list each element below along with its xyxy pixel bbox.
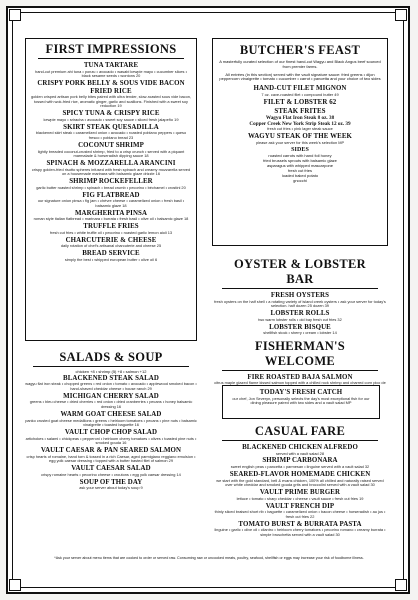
menu-item	[30, 250, 192, 262]
item-desc: blackened skirt steak • caramelized onion • avocado • roasted poblano peppers • queso fresco • poblano bread 23	[35, 130, 187, 141]
menu-item	[30, 223, 192, 235]
item-name: VAULT CHOP CHOP SALAD	[64, 429, 158, 437]
item-desc: daily rotation of chef's artisanal charcuterie and cheese 25	[60, 243, 162, 249]
menu-item	[30, 210, 192, 222]
menu-item	[214, 292, 386, 309]
first-impressions-list	[30, 62, 192, 262]
menu-item	[214, 503, 386, 520]
item-name: SEARED-FLAVOR HOMEMADE CHICKEN	[229, 470, 371, 478]
oyster-bar-section	[214, 257, 386, 392]
item-desc: garlic butter roasted shrimp • spinach • bread crumb • pecorino • béchamel • crostini 20	[36, 184, 186, 190]
menu-item	[217, 85, 383, 97]
menu-item	[214, 471, 386, 488]
item-desc: panko crusted goat cheese medallions • greens • heirloom tomatoes • pecans • pine nuts • balsamic vinaigrette • toasted baguette 16	[25, 417, 197, 428]
item-name: HAND-CUT FILET MIGNON	[253, 85, 347, 93]
item-name: BLACKENED CHICKEN ALFREDO	[242, 444, 358, 451]
fishermans-title: FISHERMAN'S WELCOME	[222, 339, 378, 371]
item-name: FIRE ROASTED BAJA SALMON	[247, 373, 353, 381]
item-name: CRISPY PORK BELLY & SOUS VIDE BACON FRIED RICE	[37, 80, 185, 95]
sides-title: SIDES	[291, 146, 309, 153]
item-desc: served with a vault salad 28	[275, 450, 324, 456]
border-corner	[395, 579, 407, 591]
menu-item	[217, 99, 383, 107]
menu-item	[30, 124, 192, 141]
menu-item	[25, 465, 197, 477]
side-item: fresh cut fries	[287, 167, 312, 173]
salads-title: SALADS & SOUP	[33, 350, 189, 367]
item-desc: simply the best • whipped european butter • olive oil 6	[64, 256, 158, 262]
item-desc: crispy romaine hearts • pecorino cheese • croutons • egg yolk caesar dressing 14	[41, 471, 181, 477]
item-name: VAULT CAESAR & PAN SEARED SALMON	[40, 447, 182, 455]
menu-item	[214, 444, 386, 456]
menu-item	[30, 80, 192, 109]
item-name: VAULT CAESAR SALAD	[71, 465, 151, 473]
item-name: LOBSTER ROLLS	[270, 310, 330, 318]
item-name: TOMATO BURST & BURRATA PASTA	[238, 520, 362, 528]
menu-item	[217, 108, 383, 132]
menu-item	[25, 411, 197, 428]
menu-item	[30, 178, 192, 190]
side-item: asparagus with whipped mascarpone	[266, 162, 334, 168]
item-name: TRUFFLE FRIES	[83, 223, 139, 231]
menu-item	[25, 375, 197, 392]
menu-item	[30, 62, 192, 79]
item-desc: artichokes • salami • chickpeas • pepperoni • heirloom cherry tomatoes • olives • toasted pine nuts • smoked gouda 16	[25, 435, 197, 446]
item-name: SPINACH & MOZZARELLA ARANCINI	[46, 159, 176, 167]
menu-item	[25, 479, 197, 491]
menu-item	[30, 160, 192, 177]
item-name: WAGYU STEAK OF THE WEEK	[247, 133, 353, 141]
item-desc: our signature onion pinsa • fig jam • chèvre cheese • caramelized onion • fresh basil • balsamic glaze 18	[37, 198, 185, 208]
casual-fare-title: CASUAL FARE	[222, 424, 378, 441]
salads-section	[25, 350, 197, 492]
oyster-bar-title: OYSTER & LOBSTER BAR	[222, 257, 378, 289]
item-name: MARGHERITA PINSA	[74, 209, 148, 217]
item-name: BREAD SERVICE	[82, 250, 140, 258]
item-desc: roman style italian flatbread • marinara • burrata • fresh basil • olive oil • balsamic glaze 18	[33, 216, 189, 222]
item-name: WARM GOAT CHEESE SALAD	[60, 410, 162, 418]
steak-option: Copper Creek New York Strip Steak 12 oz. 39	[249, 121, 351, 128]
item-desc: please ask your server for this week's selection MP	[255, 139, 345, 145]
side-item: loaded baked potato	[281, 172, 319, 178]
item-name: SPICY TUNA & CRISPY RICE	[62, 110, 160, 118]
side-item: fried brussels sprouts with balsamic glaze	[263, 158, 337, 164]
menu-item	[30, 110, 192, 122]
item-name: SKIRT STEAK QUESADILLA	[63, 123, 159, 131]
casual-fare-list	[214, 444, 386, 537]
item-desc: fresh cut fries • white truffle oil • pecorino • roasted garlic lemon aioli 13	[49, 229, 173, 235]
menu-item	[214, 521, 386, 538]
item-desc: crispy golden-fried risotto spheres infused with fresh spinach and creamy mozzarella served on a housemade marinara with balsamic glaze drizzle 16	[31, 166, 191, 177]
side-item: roasted carrots with hand foil honey	[268, 153, 332, 159]
item-name: SHRIMP ROCKEFELLER	[69, 178, 153, 186]
item-desc: fresh cut fries • pink lager steak sauce	[267, 126, 333, 132]
salads-addons: chicken +8 • shrimp (5) +8 • salmon +12	[75, 369, 147, 374]
item-name: VAULT FRENCH DIP	[265, 502, 335, 510]
item-desc: crisp hearts of romaine, hand torn & tossed in a rich Caesar, aged parmigiano reggiano emulsion • egg yolk caesar dressing • topped with a butter basted filet of salmon 29	[26, 453, 196, 464]
menu-item	[30, 192, 192, 209]
fresh-catch-box	[222, 385, 380, 419]
menu-item	[217, 133, 383, 145]
border-corner	[395, 9, 407, 21]
menu-item	[214, 457, 386, 469]
steak-option: Wagyu Flat Iron Steak 8 oz. 38	[265, 115, 335, 122]
item-desc: golden crisped artisan pork belly bites paired with ultra tender, slow-roasted sous vide bacon, tossed with wok-fried rice, aromatic ginger, garlic and scallions. Finished with a sweet soy reduction 19	[30, 94, 192, 109]
item-name: FIG FLATBREAD	[82, 191, 140, 199]
item-name: CHARCUTERIE & CHEESE	[65, 236, 157, 244]
item-desc: citrus maple glazed flame kissed salmon topped with a chilled rock shrimp and charred corn pico de	[214, 380, 386, 386]
menu-item	[30, 142, 192, 159]
item-name: LOBSTER BISQUE	[269, 323, 331, 331]
item-name: FRESH OYSTERS	[270, 292, 330, 299]
item-name: MICHIGAN CHERRY SALAD	[63, 392, 159, 400]
salads-list	[25, 375, 197, 491]
fresh-catch-title: TODAY'S FRESH CATCH	[259, 389, 343, 396]
item-desc: fresh oysters on the half shell • a rotating variety of island creek oysters • ask your server for today's selection. half dozen 25 dozen 39	[214, 298, 386, 309]
butchers-feast-box	[212, 38, 388, 246]
item-name: BLACKENED STEAK SALAD	[63, 374, 159, 382]
item-desc: wagyu flat iron steak • chopped greens • red onion • tomato • avocado • applewood smoked bacon • hand-shaved cheddar cheese • house ranch 29	[25, 381, 197, 391]
butchers-feast-title: BUTCHER'S FEAST	[239, 43, 361, 57]
menu-item	[214, 324, 386, 336]
item-desc: linguine • garlic • olive oil • cilantro • heirloom cherry tomatoes • pecorino romano • creamy burrata • simple bruschetta served with a vault salad 30	[214, 527, 386, 537]
item-name: SHRIMP CARBONARA	[262, 457, 338, 465]
item-name: COCONUT SHRIMP	[78, 141, 144, 149]
item-desc: hand-cut premium ahi tuna • ponzu • avocado • wasabi kewpie mayo • cucumber slices • black sesame seeds • wontons 20	[35, 68, 187, 79]
menu-item	[25, 447, 197, 464]
casual-fare-section	[214, 424, 386, 539]
first-impressions-box	[25, 38, 197, 341]
item-name: SOUP OF THE DAY	[79, 478, 143, 486]
item-desc: greens • bleu cheese • dried cherries • red onion • dried cranberries • pecans • honey balsamic dressing 16	[29, 399, 193, 410]
side-item: gnocchi	[293, 177, 307, 183]
menu-item	[25, 429, 197, 446]
item-desc: kewpie mayo • sriracha • avocado • sweet soy sauce • sliced fresh jalapeño 19	[43, 116, 179, 122]
item-name: TUNA TARTARE	[83, 62, 139, 69]
butchers-feast-intro-2: All entrées (in this section) served with the vault signature sauce: fried greens • dijon peppercorn vinaigrette • tomato • cucumber • carrot • pancetta and your choice of two sides	[219, 71, 381, 82]
fresh-catch-desc: our chef, Jon Severyn, personally selects the day's most exceptional fish for our dining pleasure paired with two sides and a vault salad MP	[232, 395, 370, 406]
item-desc: thinly sliced braised short rib • baguette • caramelized onion • bacon cheese • horseradish • au jus • fresh cut fries 22	[214, 509, 386, 519]
butchers-feast-intro: A masterfully curated selection of our finest hand-cut Wagyu and Black Angus beef sourced from premier farms.	[219, 59, 381, 69]
border-corner	[9, 9, 21, 21]
item-name: STEAK FRITES	[274, 107, 326, 115]
first-impressions-title: FIRST IMPRESSIONS	[38, 42, 184, 59]
item-desc: lettuce • tomato • sharp cheddar • cheese • vault sauce • fresh cut fries 19	[236, 495, 364, 501]
item-desc: sweet english peas • pancetta • parmesan • linguine served with a vault salad 32	[230, 464, 370, 470]
raw-food-disclaimer: *Ask your server about menu items that are cooked to order or served raw. Consuming raw or uncooked meats, poultry, seafood, shellfish or eggs may increase your risk of foodborne illness.	[54, 556, 364, 560]
menu-item	[30, 237, 192, 249]
item-desc: ask your server about today's soup 9	[79, 485, 143, 491]
border-corner	[9, 579, 21, 591]
item-desc: 7 oz. cave-roasted filet • compound butter 49	[261, 91, 339, 97]
item-name: VAULT PRIME BURGER	[259, 489, 341, 497]
item-desc: shellfish stock • sherry • cream • lobster 14	[263, 330, 337, 336]
item-name: FILET & LOBSTER 62	[263, 98, 337, 106]
sides-list	[217, 154, 383, 183]
oyster-bar-list	[214, 292, 386, 336]
menu-item	[25, 393, 197, 410]
item-desc: we start with the gold standard, bell & evans chicken, 100% all chilled and naturally raised served over white cheddar and smoked gouda grits and broccolini served with a vault salad 30	[216, 477, 384, 488]
item-desc: lightly breaded coconut-crusted shrimp, fried to a crisp crunch • served with a piquant marmalade & horseradish dipping sauce 18	[37, 148, 185, 159]
item-desc: two warm lobster rolls • old bay fresh cut fries 32	[258, 316, 342, 322]
menu-item	[214, 489, 386, 501]
menu-item	[214, 310, 386, 322]
